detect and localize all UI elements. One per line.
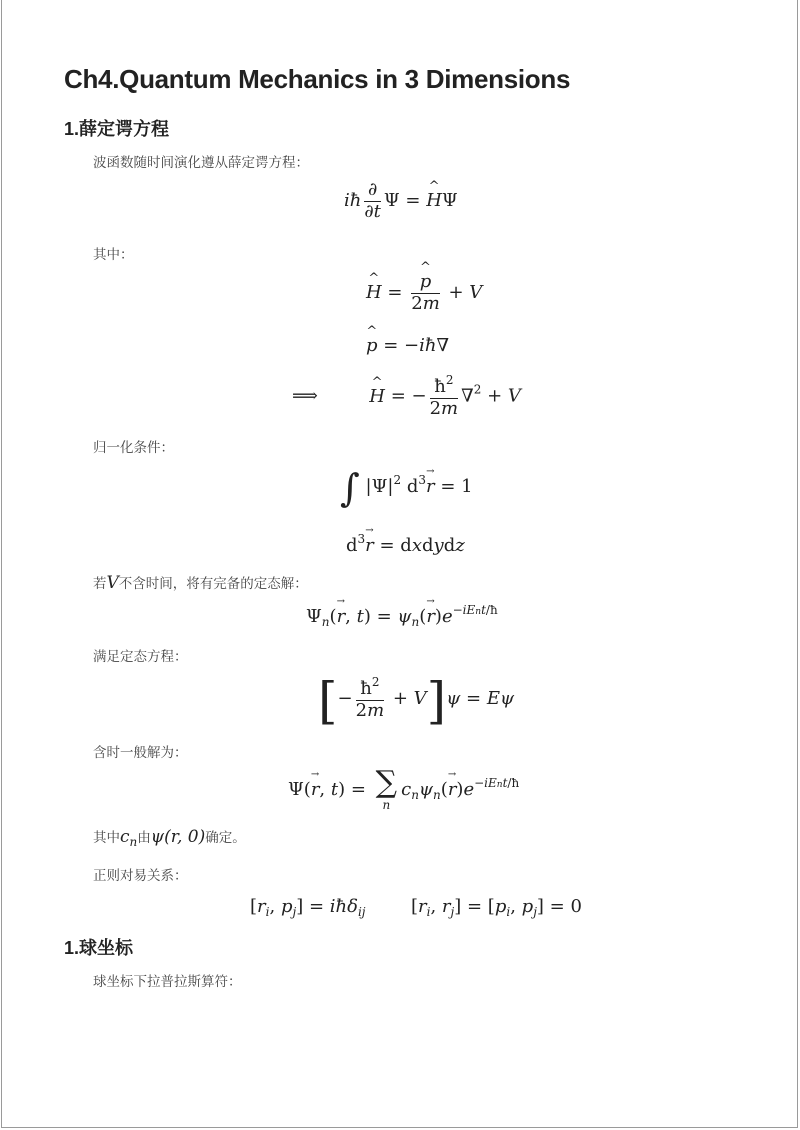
equation-commutation: [$r_i$, $p_j$] = iħδ$_{ij}$ [$r_i$, $r_j] = [p_i$, $p_j] = 0$	[250, 896, 582, 919]
equation-normalization: ∫ $|\Psi|^2$ $d^3\to r = 1$	[340, 466, 473, 510]
paragraph-stationary-states	[93, 572, 308, 593]
section-heading-spherical: 1.球坐标	[64, 938, 134, 958]
equation-volume-element: $d^3\to r$ = dxdydz	[346, 532, 465, 556]
implies-arrow: ⟹	[292, 385, 318, 407]
paragraph-general-solution: 含时一般解为：	[93, 745, 188, 761]
page-title: Ch4.Quantum Mechanics in 3 Dimensions	[64, 64, 571, 94]
paragraph-coefficients	[93, 826, 246, 849]
expression-psi-initial: ψ(r, 0)	[150, 827, 206, 847]
paragraph-stationary-equation: 满足定态方程：	[93, 649, 188, 665]
paragraph-normalization: 归一化条件：	[93, 440, 174, 456]
text-stationary: 不含时间，将有完备的定态解：	[118, 576, 308, 592]
equation-stationary-solution: $\Psi_n(\to r$, $t) = \psi_n(\to r)e^{-iEnt/ħ}$	[306, 603, 498, 629]
paragraph-commutation: 正则对易关系：	[93, 868, 188, 884]
text-determined: 确定。	[205, 830, 246, 846]
paragraph-time-evolution: 波函数随时间演化遵从薛定谔方程：	[93, 155, 309, 171]
equation-general-solution: Ψ(→ r, t) = ∑ n $c_n\psi_n(\to r)e^{-iEnt/ħ}$	[288, 768, 519, 812]
subscript-n: n	[129, 835, 138, 849]
text-if: 若	[93, 576, 107, 592]
variable-v: V	[106, 573, 119, 593]
equation-momentum-operator: ^ p = −iħ∇	[366, 335, 449, 356]
equation-schrodinger: iħ $\frac{\partial}{\partial t}$ Ψ = ^ HΨ	[344, 180, 458, 222]
equation-time-independent: [− $\frac{ħ^2}{2m}$ + V]ψ = Eψ	[318, 672, 515, 730]
equation-hamiltonian: ^ H = ^ $\frac{p}{2m}$ + V	[366, 272, 482, 314]
text-by: 由	[137, 830, 151, 846]
variable-c: c	[120, 827, 130, 847]
paragraph-where: 其中：	[93, 247, 134, 263]
equation-hamiltonian-laplacian: ⟹ ^ H = − $\frac{ħ^2}{2m}$ ∇$^2$ + V	[292, 374, 521, 419]
paragraph-laplacian: 球坐标下拉普拉斯算符：	[93, 974, 242, 990]
section-heading-schrodinger: 1.薛定谔方程	[64, 119, 170, 139]
text-where: 其中	[93, 830, 120, 846]
